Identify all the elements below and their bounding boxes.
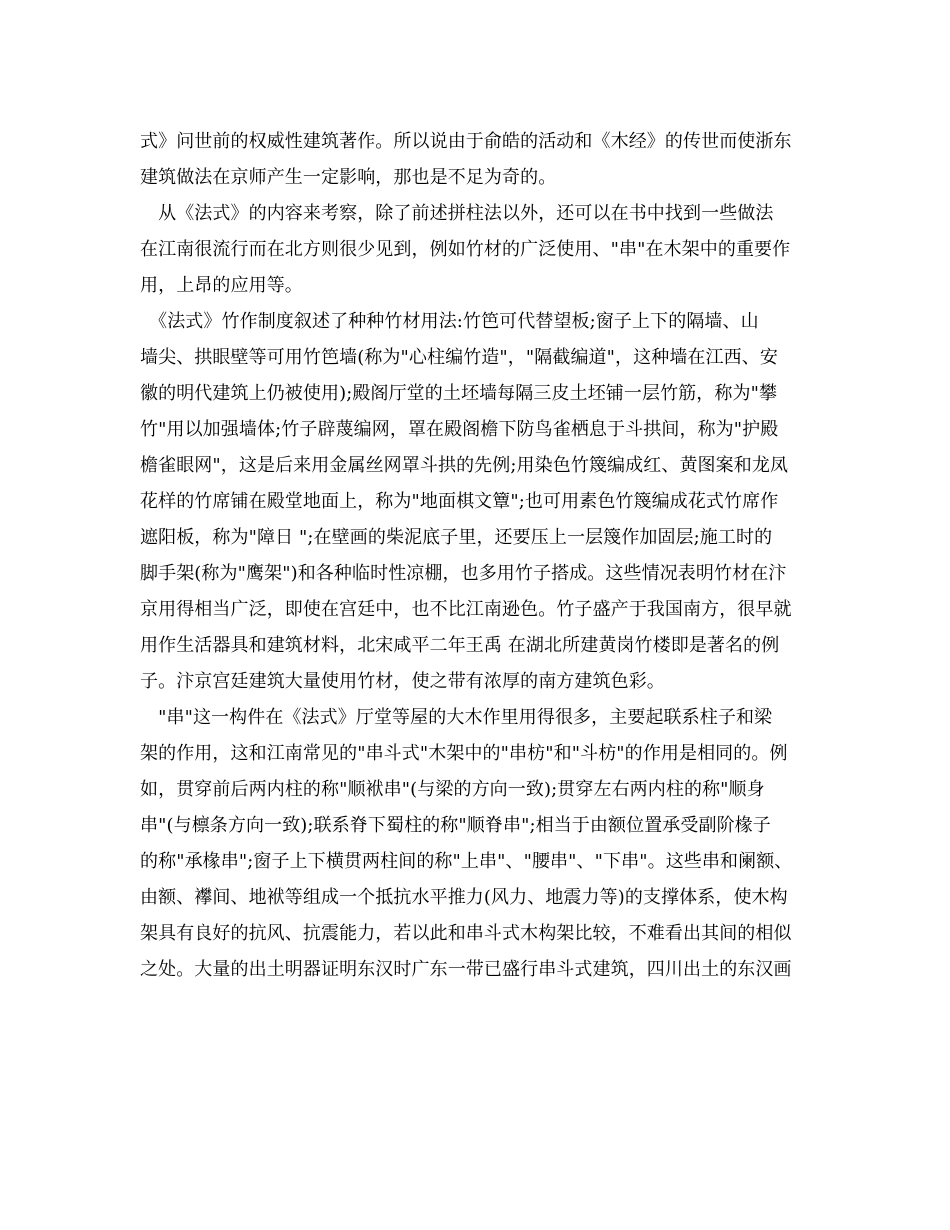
text-line: 墙尖、拱眼壁等可用竹笆墙(称为"心柱编竹造"，"隔截编道"，这种墙在江西、安 <box>140 347 778 368</box>
text-line: 如，贯穿前后两内柱的称"顺袱串"(与梁的方向一致);贯穿左右两内柱的称"顺身 <box>140 779 765 800</box>
text-line: 竹"用以加强墙体;竹子辟蔑编网，罩在殿阁檐下防鸟雀栖息于斗拱间，称为"护殿 <box>140 419 779 440</box>
text-line: "串"这一构件在《法式》厅堂等屋的大木作里用得很多，主要起联系柱子和梁 <box>140 707 773 728</box>
paragraph <box>140 196 830 304</box>
text-line: 徽的明代建筑上仍被使用);殿阁厅堂的土坯墙每隔三皮土坯铺一层竹筋，称为"攀 <box>140 383 778 404</box>
text-line: 由额、襻间、地袱等组成一个抵抗水平推力(风力、地震力等)的支撑体系，使木构 <box>140 887 788 908</box>
text-line: 在江南很流行而在北方则很少见到，例如竹材的广泛使用、"串"在木架中的重要作 <box>140 239 791 260</box>
text-line: 《法式》竹作制度叙述了种种竹材用法:竹笆可代替望板;窗子上下的隔墙、山 <box>140 311 759 332</box>
text-line: 建筑做法在京师产生一定影响，那也是不足为奇的。 <box>140 167 557 188</box>
paragraph <box>140 124 830 196</box>
text-line: 串"(与檩条方向一致);联系脊下蜀柱的称"顺脊串";相当于由额位置承受副阶椽子 <box>140 815 771 836</box>
text-line: 用作生活器具和建筑材料，北宋咸平二年王禹 在湖北所建黄岗竹楼即是著名的例 <box>140 635 780 656</box>
text-line: 之处。大量的出土明器证明东汉时广东一带已盛行串斗式建筑，四川出土的东汉画 <box>140 959 792 980</box>
text-line: 花样的竹席铺在殿堂地面上，称为"地面棋文簟";也可用素色竹篾编成花式竹席作 <box>140 491 779 512</box>
paragraph <box>140 700 830 988</box>
paragraph <box>140 304 830 700</box>
text-line: 从《法式》的内容来考察，除了前述拼柱法以外，还可以在书中找到一些做法 <box>140 203 774 224</box>
text-line: 檐雀眼网"，这是后来用金属丝网罩斗拱的先例;用染色竹篾编成红、黄图案和龙凤 <box>140 455 789 476</box>
text-line: 式》问世前的权威性建筑著作。所以说由于俞皓的活动和《木经》的传世而使浙东 <box>140 131 792 152</box>
text-line: 脚手架(称为"鹰架")和各种临时性凉棚，也多用竹子搭成。这些情况表明竹材在汴 <box>140 563 787 584</box>
text-line: 的称"承椽串";窗子上下横贯两柱间的称"上串"、"腰串"、"下串"。这些串和阑额、 <box>140 851 793 872</box>
text-line: 用，上昂的应用等。 <box>140 275 303 296</box>
text-line: 遮阳板，称为"障日 ";在壁画的柴泥底子里，还要压上一层篾作加固层;施工时的 <box>140 527 773 548</box>
text-line: 架的作用，这和江南常见的"串斗式"木架中的"串枋"和"斗枋"的作用是相同的。例 <box>140 743 788 764</box>
text-line: 京用得相当广泛，即使在宫廷中，也不比江南逊色。竹子盛产于我国南方，很早就 <box>140 599 792 620</box>
body-text <box>140 124 830 988</box>
text-line: 子。汴京宫廷建筑大量使用竹材，使之带有浓厚的南方建筑色彩。 <box>140 671 665 692</box>
text-line: 架具有良好的抗风、抗震能力，若以此和串斗式木构架比较，不难看出其间的相似 <box>140 923 792 944</box>
